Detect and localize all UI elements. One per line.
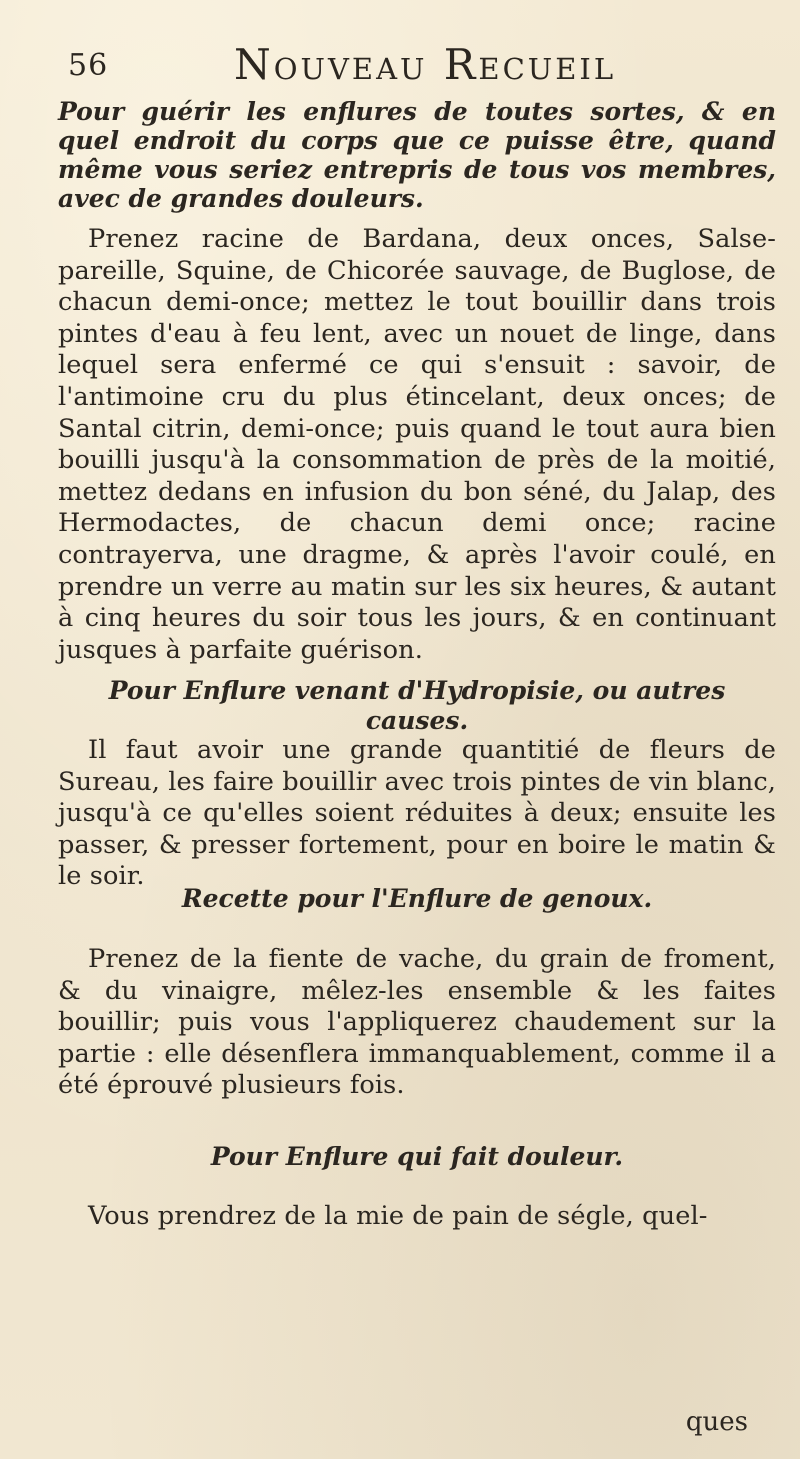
running-head <box>58 40 768 100</box>
section-heading-general-swellings: Pour guérir les enflures de toutes sortes, & en quel endroit du corps que ce puisse être, quand même vous seriez entrepris de tous vos membres, avec de grandes douleurs. <box>58 97 776 213</box>
section-heading-painful-swelling: Pour Enflure qui fait douleur. <box>210 1142 624 1171</box>
section-heading-dropsy: Pour Enflure venant d'Hydropisie, ou autres causes. <box>108 676 726 735</box>
section-body-knee-swelling: Prenez de la fiente de vache, du grain de froment, & du vinaigre, mêlez-les ensemble & les faites bouillir; puis vous l'appliquerez chaudement sur la partie : elle désenflera immanquablement, comme il a été éprouvé plusieurs fois. <box>58 944 776 1101</box>
catchword: ques <box>685 1407 748 1437</box>
page-number: 56 <box>68 48 109 83</box>
section-heading-knee-swelling: Recette pour l'Enflure de genoux. <box>181 884 653 913</box>
section-body-general-swellings: Prenez racine de Bardana, deux onces, Salse-pareille, Squine, de Chicorée sauvage, de Buglose, de chacun demi-once; mettez le tout bouillir dans trois pintes d'eau à feu lent, avec un nouet de linge, dans lequel sera enfermé ce qui s'ensuit : savoir, de l'antimoine cru du plus étincelant, deux onces; de Santal citrin, demi-once; puis quand le tout aura bien bouilli jusqu'à la consommation de près de la moitié, mettez dedans en infusion du bon séné, du Jalap, des Hermodactes, de chacun demi once; racine contrayerva, une dragme, & après l'avoir coulé, en prendre un verre au matin sur les six heures, & autant à cinq heures du soir tous les jours, & en continuant jusques à parfaite guérison. <box>58 224 776 665</box>
section-body-painful-swelling: Vous prendrez de la mie de pain de ségle, quel- <box>88 1201 708 1231</box>
running-title: Nouveau Recueil <box>234 40 617 89</box>
section-body-dropsy: Il faut avoir une grande quantitié de fleurs de Sureau, les faire bouillir avec trois pintes de vin blanc, jusqu'à ce qu'elles soient réduites à deux; ensuite les passer, & presser fortement, pour en boire le matin & le soir. <box>58 735 776 892</box>
